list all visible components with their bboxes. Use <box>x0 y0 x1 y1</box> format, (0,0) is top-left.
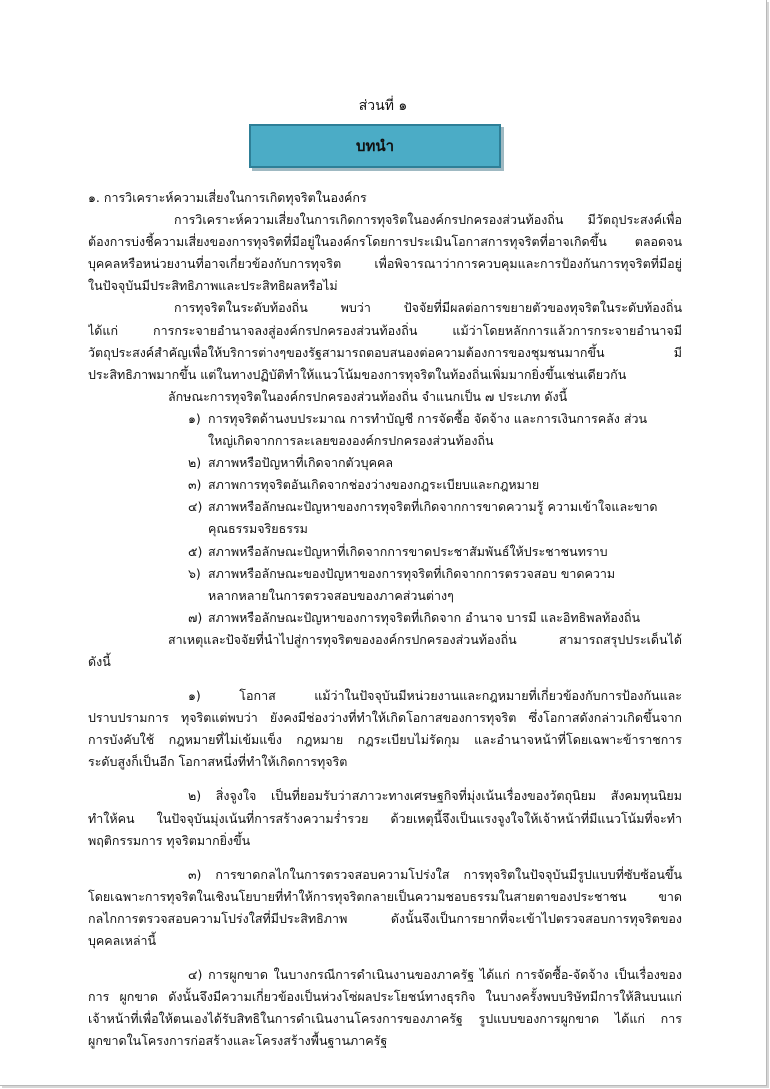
list-item-continuation: หลากหลายในการตรวจสอบของภาคส่วนต่างๆ <box>208 587 454 603</box>
paragraph-line: ๑) โอกาส แม้ว่าในปัจจุบันมีหน่วยงานและกฎหมายที่เกี่ยวข้องกับการป้องกันและ <box>188 688 682 704</box>
list-item <box>88 541 682 563</box>
list-item <box>88 408 682 452</box>
paragraph-line: ต้องการบ่งชี้ความเสี่ยงของการทุจริตที่มีอยู่ในองค์กรโดยการประเมินโอกาสการทุจริตที่อาจเกิดขึ้น ตลอดจน <box>88 234 682 250</box>
paragraph-line: การทุจริตในระดับท้องถิ่น พบว่า ปัจจัยที่มีผลต่อการขยายตัวของทุจริตในระดับท้องถิ่น <box>174 300 682 316</box>
list-item <box>88 474 682 496</box>
paragraph-line: กลไกการตรวจสอบความโปร่งใสที่มีประสิทธิภาพ ดังนั้นจึงเป็นการยากที่จะเข้าไปตรวจสอบการทุจริตของ <box>88 910 682 926</box>
list-item-text: การทุจริตด้านงบประมาณ การทำบัญชี การจัดซื้อ จัดจ้าง และการเงินการคลัง ส่วน <box>208 410 648 426</box>
paragraph-line: ระดับสูงก็เป็นอีก โอกาสหนึ่งที่ทำให้เกิดการทุจริต <box>88 754 348 770</box>
list-item-number: ๑) <box>188 410 201 426</box>
chapter-title-box <box>249 124 501 168</box>
paragraph-line: วัตถุประสงค์สำคัญเพื่อให้บริการต่างๆของรัฐสามารถตอบสนองต่อความต้องการของชุมชนมากขึ้น มี <box>88 344 682 360</box>
list-item <box>88 563 682 607</box>
paragraph-line: บุคคลเหล่านี้ <box>88 933 157 948</box>
paragraph-line: พฤติกรรมการ ทุจริตมากยิ่งขึ้น <box>88 832 251 848</box>
paragraph-line: ๓) การขาดกลไกในการตรวจสอบความโปร่งใส การทุจริตในปัจจุบันมีรูปแบบที่ซับซ้อนขึ้น <box>188 866 682 882</box>
list-item-number: ๔) <box>188 499 203 515</box>
list-item-number: ๕) <box>188 543 203 559</box>
paragraph-line: ได้แก่ การกระจายอำนาจลงสู่องค์กรปกครองส่วนท้องถิ่น แม้ว่าโดยหลักการแล้วการกระจายอำนาจมี <box>88 322 682 338</box>
list-item <box>88 607 682 629</box>
paragraph-line: ในปัจจุบันมีประสิทธิภาพและประสิทธิผลหรือไม่ <box>88 278 338 294</box>
list-item-number: ๖) <box>188 565 201 581</box>
paragraph-line: ทำให้คน ในปัจจุบันมุ่งเน้นที่การสร้างความร่ำรวย ด้วยเหตุนี้จึงเป็นแรงจูงใจให้เจ้าหน้าที่มีแนวโน้มที่จะทำ <box>88 810 682 826</box>
list-item <box>88 496 682 540</box>
types-intro: ลักษณะการทุจริตในองค์กรปกครองส่วนท้องถิ่น จำแนกเป็น ๗ ประเภท ดังนี้ <box>168 388 568 404</box>
section-heading: ๑. การวิเคราะห์ความเสี่ยงในการเกิดทุจริตในองค์กร <box>88 190 367 205</box>
list-item-text: สภาพหรือลักษณะของปัญหาของการทุจริตที่เกิดจากการตรวจสอบ ขาดความ <box>208 565 616 581</box>
list-item-number: ๓) <box>188 477 202 493</box>
part-label: ส่วนที่ ๑ <box>358 98 408 114</box>
document-body <box>88 187 682 1052</box>
paragraph-line: ๔) การผูกขาด ในบางกรณีการดำเนินงานของภาครัฐ ได้แก่ การจัดซื้อ-จัดจ้าง เป็นเรื่องของ <box>188 967 682 983</box>
list-item-number: ๗) <box>188 609 203 625</box>
list-item-text: สภาพหรือลักษณะปัญหาที่เกิดจากการขาดประชาสัมพันธ์ให้ประชาชนทราบ <box>208 543 608 559</box>
paragraph-line: เจ้าหน้าที่เพื่อให้ตนเองได้รับสิทธิในการดำเนินงานโครงการของภาครัฐ รูปแบบของการผูกขาด ได้แก่ การ <box>88 1011 682 1027</box>
paragraph-line: ๒) สิ่งจูงใจ เป็นที่ยอมรับว่าสภาวะทางเศรษฐกิจที่มุ่งเน้นเรื่องของวัตถุนิยม สังคมทุนนิยม <box>188 788 682 804</box>
paragraph-line: สาเหตุและปัจจัยที่นำไปสู่การทุจริตขององค์กรปกครองส่วนท้องถิ่น สามารถสรุปประเด็นได้ <box>168 631 682 647</box>
list-item-line <box>88 452 682 474</box>
paragraph-line: การ ผูกขาด ดังนั้นจึงมีความเกี่ยวข้องเป็นห่วงโซ่ผลประโยชน์ทางธุรกิจ ในบางครั้งพบบริษัทมีการให้สินบนแก่ <box>88 989 682 1005</box>
list-item-text: สภาพหรือลักษณะปัญหาของการทุจริตที่เกิดจากการขาดความรู้ ความเข้าใจและขาด <box>208 499 658 515</box>
cause-lack-of-audit <box>88 864 682 952</box>
paragraph-line: การวิเคราะห์ความเสี่ยงในการเกิดการทุจริตในองค์กรปกครองส่วนท้องถิ่น มีวัตถุประสงค์เพื่อ <box>174 212 682 228</box>
paragraph-line: ประสิทธิภาพมากขึ้น แต่ในทางปฏิบัติทำให้แนวโน้มของการทุจริตในท้องถิ่นเพิ่มมากยิ่งขึ้นเช่นเดียวกัน <box>88 366 627 382</box>
list-item-continuation: ใหญ่เกิดจากการละเลยขององค์กรปกครองส่วนท้องถิ่น <box>208 433 494 449</box>
list-item-continuation: คุณธรรมจริยธรรม <box>208 521 308 537</box>
list-item-line <box>88 474 682 496</box>
list-item-text: สภาพหรือปัญหาที่เกิดจากตัวบุคคล <box>208 455 393 471</box>
cause-monopoly <box>88 964 682 1052</box>
cause-incentive <box>88 785 682 851</box>
paragraph-line: ปราบปรามการ ทุจริตแต่พบว่า ยังคงมีช่องว่างที่ทำให้เกิดโอกาสของการทุจริต ซึ่งโอกาสดังกล่าวเกิดขึ้นจาก <box>88 710 682 726</box>
list-item-line <box>88 541 682 563</box>
chapter-title: บทนำ <box>355 137 395 155</box>
paragraph-line: โดยเฉพาะการทุจริตในเชิงนโยบายที่ทำให้การทุจริตกลายเป็นความชอบธรรมในสายตาของประชาชน ขาด <box>88 888 682 904</box>
paragraph-line: ดังนี้ <box>88 653 111 669</box>
paragraph-line: การบังคับใช้ กฎหมายที่ไม่เข้มแข็ง กฎหมาย กฎระเบียบไม่รัดกุม และอำนาจหน้าที่โดยเฉพาะข้าราชการ <box>88 732 682 748</box>
paragraph-local-corruption <box>88 297 682 385</box>
paragraph-line: ผูกขาดในโครงการก่อสร้างและโครงสร้างพื้นฐานภาครัฐ <box>88 1033 388 1049</box>
list-item-line <box>88 408 682 430</box>
list-item-text: สภาพหรือลักษณะปัญหาของการทุจริตที่เกิดจาก อำนาจ บารมี และอิทธิพลท้องถิ่น <box>208 609 641 625</box>
list-item-line <box>88 496 682 518</box>
list-item-text: สภาพการทุจริตอันเกิดจากช่องว่างของกฎระเบียบและกฎหมาย <box>208 477 540 493</box>
paragraph-risk-analysis <box>88 209 682 297</box>
paragraph-line: บุคคลหรือหน่วยงานที่อาจเกี่ยวข้องกับการทุจริต เพื่อพิจารณาว่าการควบคุมและการป้องกันการทุจริตที่มีอยู่ <box>88 256 682 272</box>
list-item-number: ๒) <box>188 455 202 471</box>
corruption-types-list <box>88 408 682 629</box>
causes-intro <box>88 629 682 673</box>
list-item-line <box>88 607 682 629</box>
list-item <box>88 452 682 474</box>
list-item-line <box>88 563 682 585</box>
cause-opportunity <box>88 685 682 773</box>
